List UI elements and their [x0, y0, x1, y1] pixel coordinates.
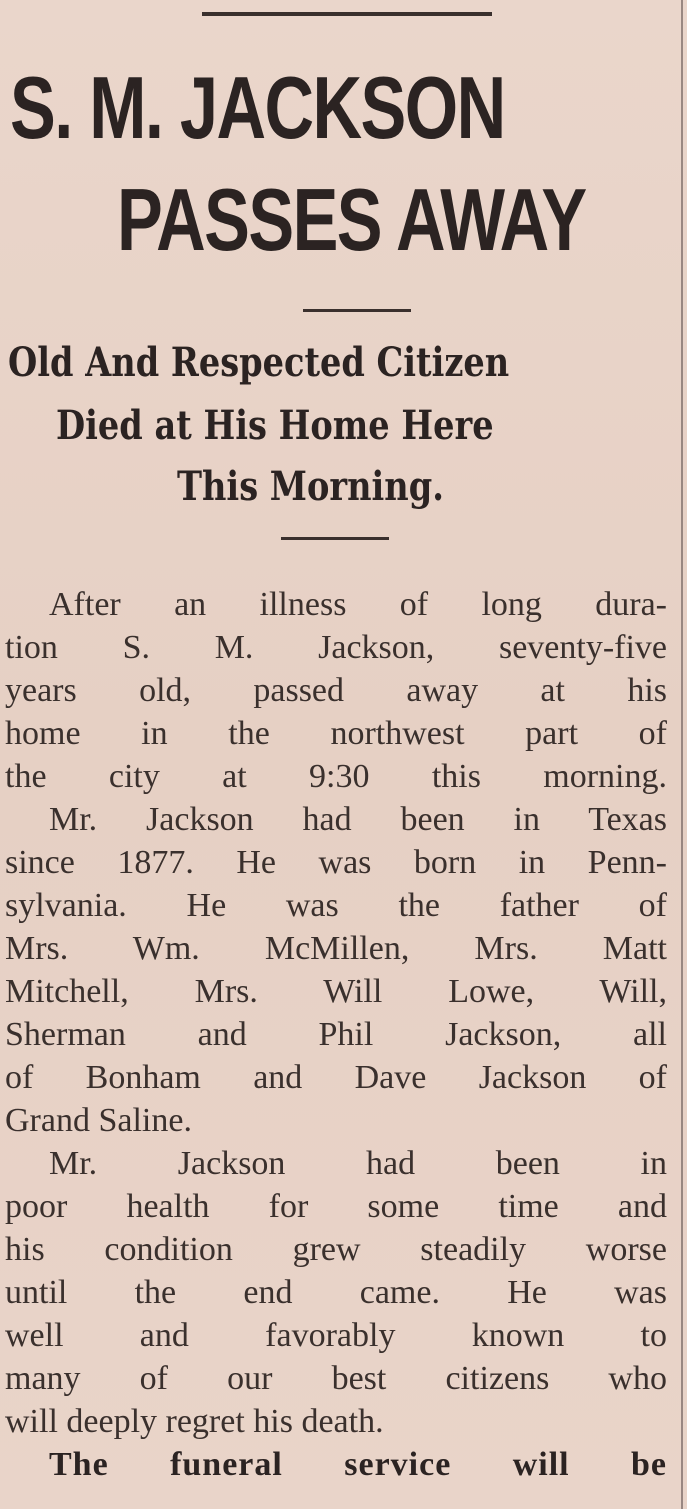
text-line: years old, passed away at his [5, 672, 667, 709]
text-line: home in the northwest part of [5, 715, 667, 752]
text-line: After an illness of long dura- [49, 586, 667, 623]
deck-line-1: Old And Respected Citizen [8, 339, 510, 386]
text-line: Mitchell, Mrs. Will Lowe, Will, [5, 973, 667, 1010]
text-line: until the end came. He was [5, 1274, 667, 1311]
paragraph-1 [5, 583, 667, 798]
headline-line-2: PASSES AWAY [117, 170, 586, 269]
text-line: Mr. Jackson had been in Texas [49, 801, 667, 838]
text-line: The funeral service will be [49, 1446, 667, 1483]
text-line: sylvania. He was the father of [5, 887, 667, 924]
paragraph-3 [5, 1142, 667, 1443]
paragraph-2 [5, 798, 667, 1142]
text-line: of Bonham and Dave Jackson of [5, 1059, 667, 1096]
text-line: Mr. Jackson had been in [49, 1145, 667, 1182]
text-line: many of our best citizens who [5, 1360, 667, 1397]
text-line: Grand Saline. [5, 1102, 192, 1139]
deck-line-2: Died at His Home Here [56, 402, 494, 449]
text-line: will deeply regret his death. [5, 1403, 384, 1440]
text-line: tion S. M. Jackson, seventy-five [5, 629, 667, 666]
text-line: Sherman and Phil Jackson, all [5, 1016, 667, 1053]
text-line: since 1877. He was born in Penn- [5, 844, 667, 881]
deck-line-3: This Morning. [177, 463, 444, 510]
paragraph-4 [5, 1443, 667, 1486]
text-line: poor health for some time and [5, 1188, 667, 1225]
text-line: well and favorably known to [5, 1317, 667, 1354]
text-line: Mrs. Wm. McMillen, Mrs. Matt [5, 930, 667, 967]
article-body [5, 583, 667, 1486]
text-line: his condition grew steadily worse [5, 1231, 667, 1268]
column-rule-right [681, 0, 683, 1509]
headline-divider [303, 309, 411, 312]
top-rule [202, 12, 492, 16]
headline-line-1: S. M. JACKSON [10, 58, 505, 157]
deck-divider [281, 537, 389, 540]
text-line: the city at 9:30 this morning. [5, 758, 667, 795]
